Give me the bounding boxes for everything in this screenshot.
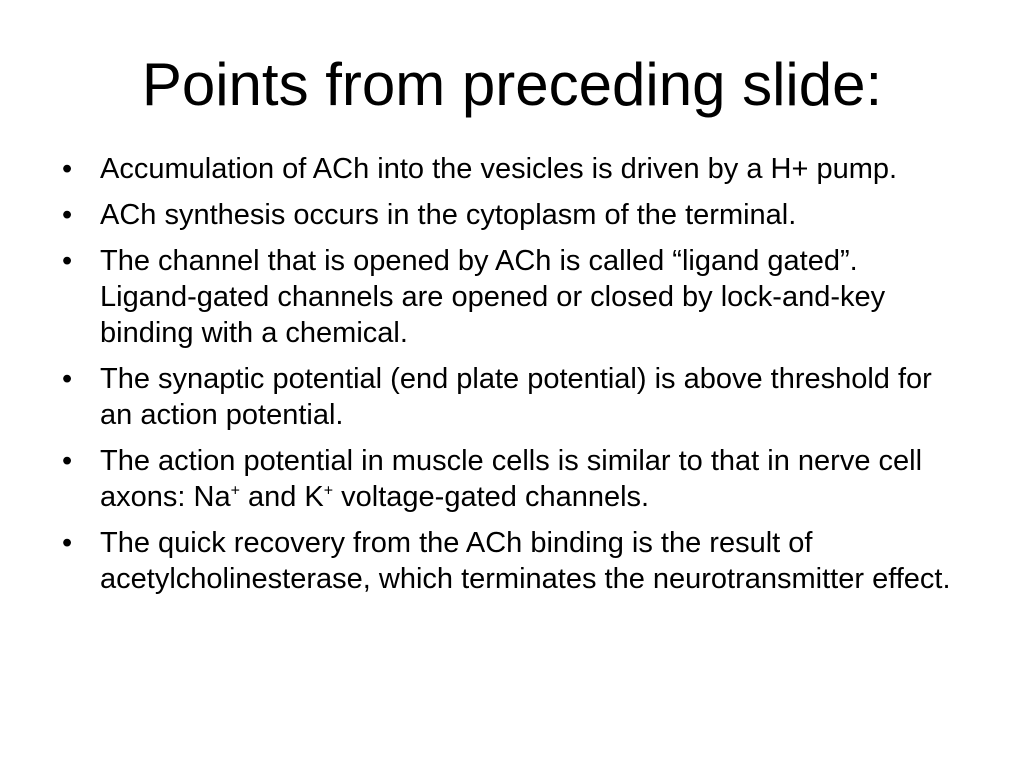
potassium-charge-superscript: + (323, 482, 334, 500)
bullet-list (62, 151, 962, 607)
sodium-charge-superscript: + (230, 482, 240, 500)
bullet-text (100, 445, 922, 513)
bullet-item-1 (62, 151, 962, 187)
bullet-text: The quick recovery from the ACh binding is the result of acetylcholinesterase, which terminates the neurotransmitter effect. (100, 527, 951, 595)
bullet-item-4 (62, 361, 962, 433)
bullet-marker: • (62, 527, 73, 559)
bullet-item-6 (62, 525, 962, 597)
bullet-item-2 (62, 197, 962, 233)
bullet-marker: • (62, 445, 73, 477)
bullet-marker: • (62, 363, 73, 395)
bullet-marker: • (62, 245, 73, 277)
bullet-text-middle: and K (239, 481, 324, 513)
slide-title: Points from preceding slide: (141, 51, 883, 118)
bullet-text: Accumulation of ACh into the vesicles is driven by a H+ pump. (100, 153, 898, 185)
bullet-text: The synaptic potential (end plate potential) is above threshold for an action potential. (100, 363, 932, 431)
bullet-item-5 (62, 443, 962, 515)
bullet-item-3 (62, 243, 962, 351)
bullet-text-before: The action potential in muscle cells is similar to that in nerve cell axons: Na (100, 445, 923, 513)
bullet-text: The channel that is opened by ACh is called “ligand gated”. Ligand-gated channels are opened or closed by lock-and-key binding with a chemical. (100, 245, 886, 349)
bullet-marker: • (62, 153, 73, 185)
bullet-marker: • (62, 199, 73, 231)
bullet-text: ACh synthesis occurs in the cytoplasm of the terminal. (100, 199, 797, 231)
bullet-text-after: voltage-gated channels. (333, 481, 650, 513)
